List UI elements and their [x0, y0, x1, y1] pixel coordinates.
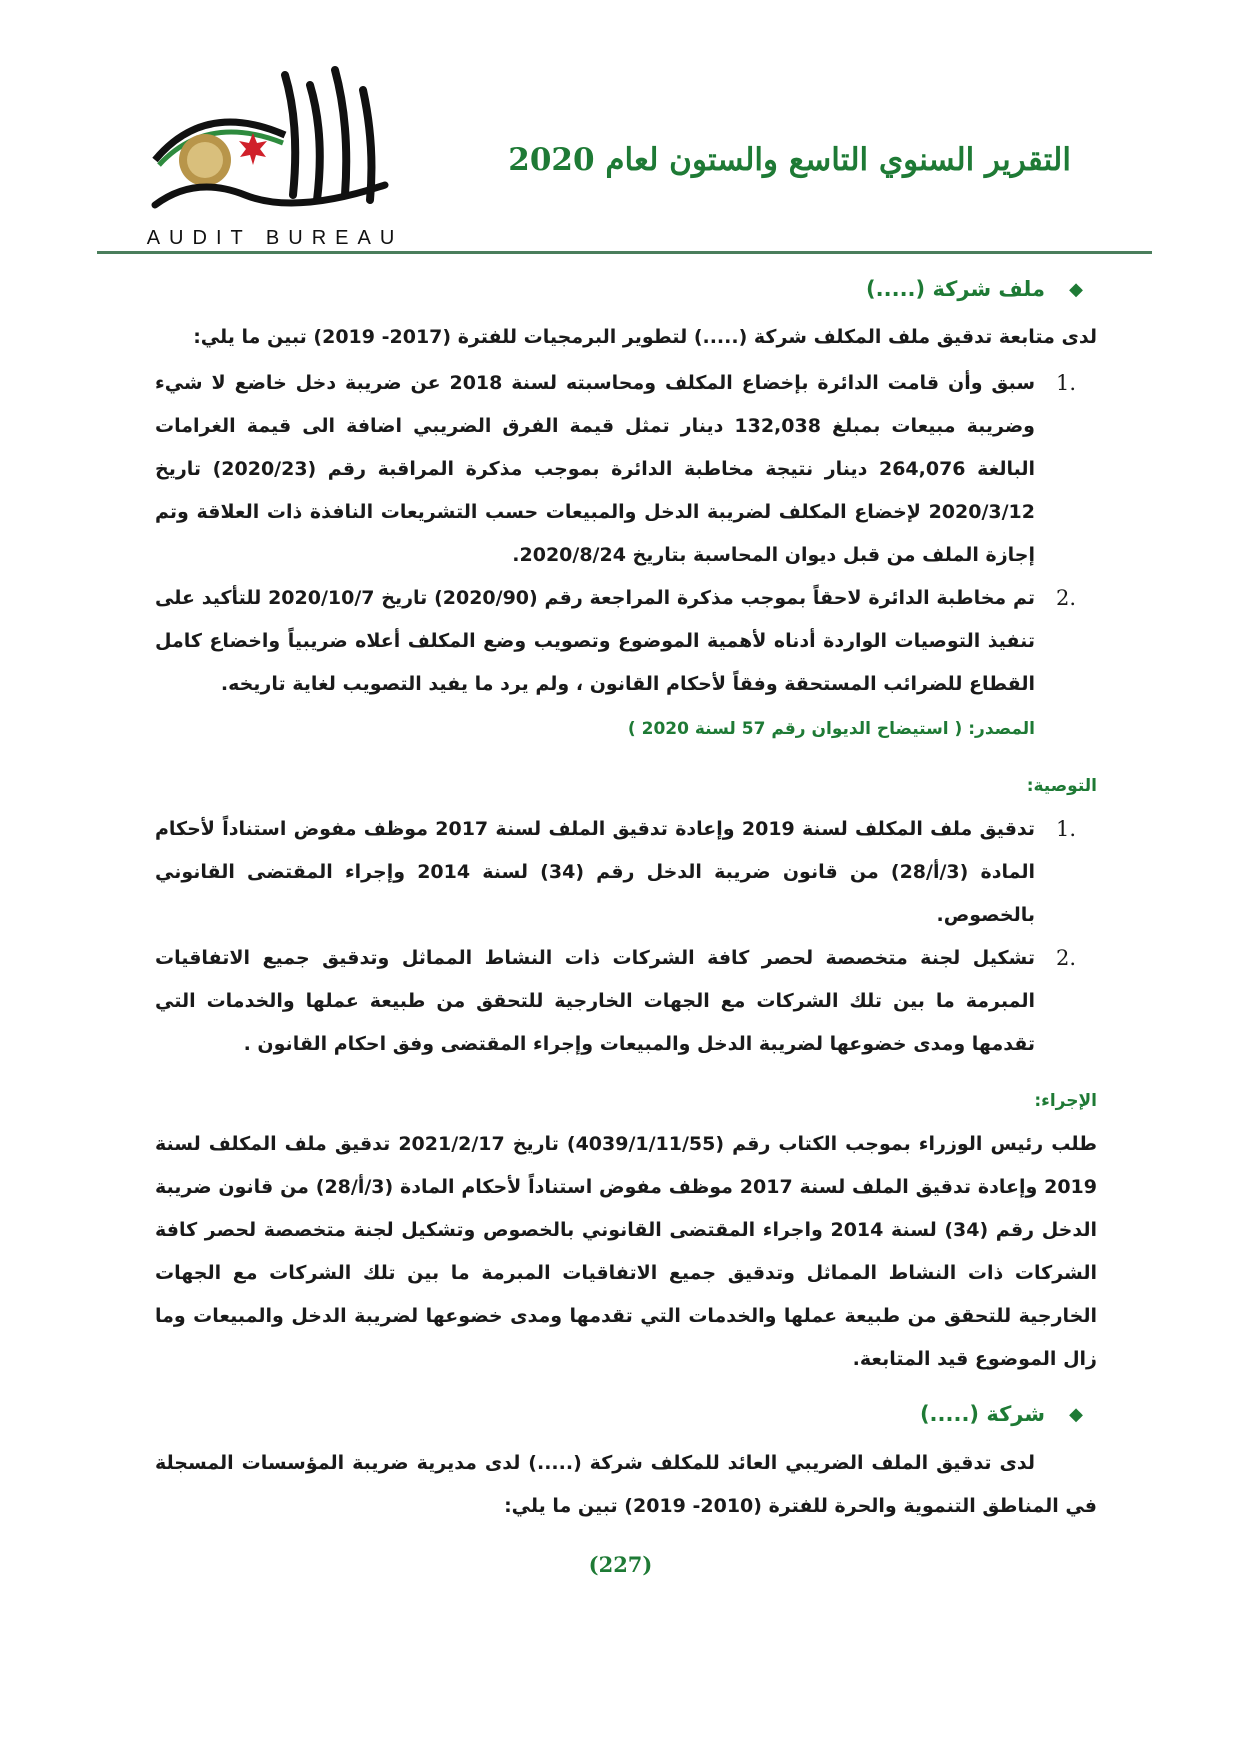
- section-heading: [155, 1393, 1097, 1436]
- findings-list: [155, 362, 1097, 706]
- page-header: [0, 0, 1241, 260]
- recommendation-heading: التوصية:: [1026, 776, 1097, 796]
- list-item: [155, 808, 1097, 937]
- item-text: تم مخاطبة الدائرة لاحقاً بموجب مذكرة المراجعة رقم (2020/90) تاريخ 2020/10/7 للتأكيد على تنفيذ التوصيات الواردة أدناه لأهمية الموضوع وتصويب وضع المكلف أعلاه ضريبياً واخضاع كامل القطاع للضرائب المستحقة وفقاً لأحكام القانون ، ولم يرد ما يفيد التصويب لغاية تاريخه.: [155, 587, 1035, 695]
- list-item: [155, 362, 1097, 577]
- action-paragraph: طلب رئيس الوزراء بموجب الكتاب رقم (4039/1/11/55) تاريخ 2021/2/17 تدقيق ملف المكلف لسنة 2019 وإعادة تدقيق الملف لسنة 2017 موظف مفوض استناداً لأحكام المادة (3/أ/28) من قانون ضريبة الدخل رقم (34) لسنة 2014 واجراء المقتضى القانوني بالخصوص وتشكيل لجنة متخصصة لحصر كافة الشركات ذات النشاط المماثل وتدقيق جميع الاتفاقيات المبرمة ما بين تلك الشركات مع الجهات الخارجية للتحقق من طبيعة عملها والخدمات التي تقدمها ومدى خضوعها لضريبة الدخل والمبيعات وما زال الموضوع قيد المتابعة.: [155, 1133, 1097, 1370]
- item-text: تشكيل لجنة متخصصة لحصر كافة الشركات ذات النشاط المماثل وتدقيق جميع الاتفاقيات المبرمة ما بين تلك الشركات مع الجهات الخارجية للتحقق من طبيعة عملها والخدمات التي تقدمها ومدى خضوعها لضريبة الدخل والمبيعات وإجراء المقتضى وفق احكام القانون .: [155, 947, 1035, 1055]
- list-item: [155, 937, 1097, 1066]
- page-number: (227): [588, 1552, 653, 1577]
- recommendations-list: [155, 808, 1097, 1066]
- diamond-bullet-icon: ◆: [1069, 1404, 1083, 1425]
- section-heading: [155, 268, 1097, 311]
- item-text: تدقيق ملف المكلف لسنة 2019 وإعادة تدقيق الملف لسنة 2017 موظف مفوض استناداً لأحكام المادة (3/أ/28) من قانون ضريبة الدخل رقم (34) لسنة 2014 وإجراء المقتضى القانوني بالخصوص.: [155, 818, 1035, 926]
- item-number: .2: [1055, 586, 1077, 610]
- logo-emblem-icon: [135, 65, 415, 225]
- item-number: .1: [1055, 371, 1077, 395]
- item-text: سبق وأن قامت الدائرة بإخضاع المكلف ومحاسبته لسنة 2018 عن ضريبة دخل خاضع لا شيء وضريبة مبيعات بمبلغ 132,038 دينار تمثل قيمة الفرق الضريبي اضافة الى قيمة الغرامات البالغة 264,076 دينار نتيجة مخاطبة الدائرة بموجب مذكرة المراقبة رقم (2020/23) تاريخ 2020/3/12 لإخضاع المكلف لضريبة الدخل والمبيعات حسب التشريعات النافذة ذات العلاقة وتم إجازة الملف من قبل ديوان المحاسبة بتاريخ 2020/8/24.: [155, 372, 1036, 566]
- logo-caption: AUDIT BUREAU: [146, 227, 404, 249]
- intro-paragraph: لدى متابعة تدقيق ملف المكلف شركة (.....) لتطوير البرمجيات للفترة (2017- 2019) تبين ما يلي:: [193, 326, 1097, 348]
- section-title: شركة (.....): [919, 1402, 1045, 1426]
- audit-bureau-logo: [135, 65, 415, 250]
- report-title: التقرير السنوي التاسع والستون لعام 2020: [508, 142, 1071, 178]
- header-divider: [97, 251, 1152, 254]
- diamond-bullet-icon: ◆: [1069, 279, 1083, 300]
- action-heading: الإجراء:: [1034, 1091, 1097, 1111]
- item-number: .2: [1055, 946, 1077, 970]
- section-title: ملف شركة (.....): [866, 277, 1045, 301]
- item-number: .1: [1055, 817, 1077, 841]
- source-note: المصدر: ( استيضاح الديوان رقم 57 لسنة 2020 ): [627, 719, 1035, 739]
- document-body: [155, 268, 1097, 1528]
- intro-paragraph: لدى تدقيق الملف الضريبي العائد للمكلف شركة (.....) لدى مديرية ضريبة المؤسسات المسجلة في المناطق التنموية والحرة للفترة (2010- 2019) تبين ما يلي:: [155, 1452, 1097, 1517]
- list-item: [155, 577, 1097, 706]
